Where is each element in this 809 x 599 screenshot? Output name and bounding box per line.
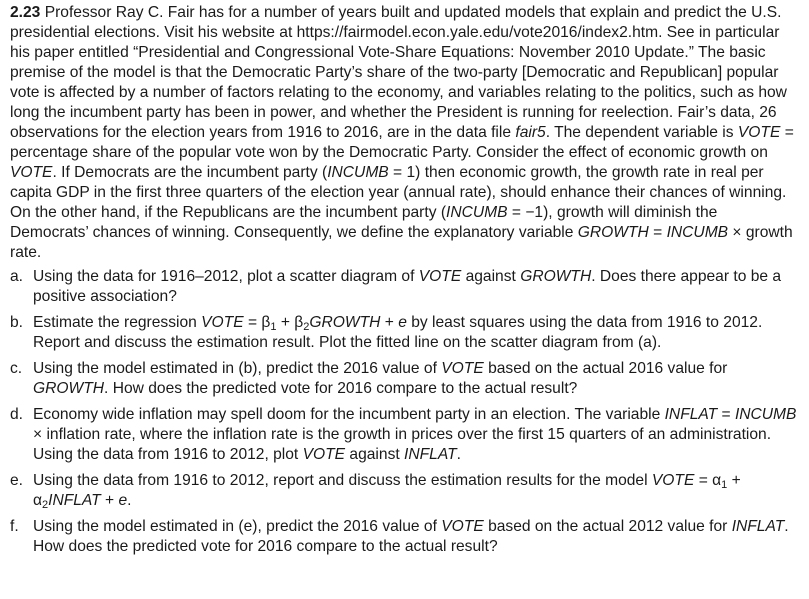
text-run: = 1) then economic growth, the growth rate in real per capita GDP in the first three quarters of the election year (annual rate), should enhance their chances of winning. On the other hand, if the Republicans are the incumbent party ( — [10, 164, 787, 221]
italic-variable: fair5 — [515, 124, 546, 141]
text-run: × inflation rate, where the inflation rate is the growth in prices over the first 15 quarters of an administration. Using the data from 1916 to 2012, plot — [33, 426, 772, 463]
italic-variable: GROWTH — [33, 380, 105, 397]
italic-variable: GROWTH — [309, 314, 381, 331]
text-run: against — [461, 268, 521, 285]
italic-variable: INFLAT — [48, 492, 101, 509]
text-run: . The dependent variable is — [545, 124, 738, 141]
text-run: . — [456, 446, 461, 463]
problem-parts-list — [10, 267, 799, 557]
italic-variable: INCUMB — [446, 204, 508, 221]
subscript: 2 — [303, 321, 310, 333]
text-run: = percentage share of the popular vote won by the Democratic Party. Consider the effect of economic growth on — [10, 124, 794, 161]
text-run: . How does the predicted vote for 2016 compare to the actual result? — [33, 518, 789, 555]
problem-part-b — [10, 313, 799, 353]
part-letter: d. — [10, 406, 24, 423]
part-text — [33, 406, 796, 463]
part-text — [33, 314, 762, 351]
text-run: Using the data for 1916–2012, plot a scatter diagram of — [33, 268, 419, 285]
text-run: based on the actual 2012 value for — [483, 518, 732, 535]
problem-part-e — [10, 471, 799, 511]
text-run: + β — [276, 314, 304, 331]
text-run: = α — [694, 472, 722, 489]
text-run: by least squares using the data from 1916 to 2012. Report and discuss the estimation result. Plot the fitted line on the scatter diagram from (a). — [33, 314, 763, 351]
part-text — [33, 472, 741, 509]
text-run: Professor Ray C. Fair has for a number of years built and updated models that explain and predict the U.S. presidential elections. Visit his website at https://fairmodel.econ.yale.edu/vote2016/index2.htm. See in particular his paper entitled “Presidential and Congressional Vote-Share Equations: November 2010 Update.” The basic premise of the model is that the Democratic Party’s share of the two-party [Democratic and Republican] popular vote is affected by a number of factors relating to the economy, and variables relating to the politics, such as how long the incumbent party has been in power, and whether the President is running for reelection. Fair’s data, 26 observations for the election years from 1916 to 2016, are in the data file — [10, 4, 787, 141]
problem-part-d — [10, 405, 799, 465]
text-run: = β — [243, 314, 271, 331]
italic-variable: VOTE — [418, 268, 462, 285]
italic-variable: INCUMB — [734, 406, 797, 423]
italic-variable: VOTE — [302, 446, 346, 463]
text-run: . How does the predicted vote for 2016 compare to the actual result? — [104, 380, 578, 397]
italic-variable: INCUMB — [666, 224, 729, 241]
italic-variable: VOTE — [201, 314, 244, 331]
text-run: = — [648, 224, 667, 241]
italic-variable: INFLAT — [664, 406, 718, 423]
part-letter: f. — [10, 518, 19, 535]
text-run: = — [717, 406, 735, 423]
italic-variable: e — [398, 314, 407, 331]
italic-variable: e — [118, 492, 128, 509]
text-run: . — [127, 492, 132, 509]
text-run: × growth rate. — [10, 224, 793, 261]
italic-variable: GROWTH — [520, 268, 592, 285]
problem-part-f — [10, 517, 799, 557]
problem-part-a — [10, 267, 799, 307]
italic-variable: VOTE — [651, 472, 695, 489]
text-run: Using the model estimated in (b), predict the 2016 value of — [33, 360, 442, 377]
text-run: Estimate the regression — [33, 314, 202, 331]
problem-intro-text — [10, 4, 794, 261]
part-text — [33, 360, 727, 397]
text-run: = −1), growth will diminish the Democrats’ chances of winning. Consequently, we define the explanatory variable — [10, 204, 718, 241]
italic-variable: VOTE — [441, 360, 484, 377]
text-run: + — [100, 492, 119, 509]
text-run: Using the model estimated in (e), predict the 2016 value of — [33, 518, 442, 535]
italic-variable: INFLAT — [404, 446, 457, 463]
text-run: Economy wide inflation may spell doom for the incumbent party in an election. The variable — [33, 406, 665, 423]
subscript: 1 — [721, 479, 728, 491]
part-text — [33, 268, 781, 305]
part-letter: c. — [10, 360, 23, 377]
text-run: . If Democrats are the incumbent party ( — [52, 164, 328, 181]
italic-variable: INCUMB — [327, 164, 389, 181]
text-run: based on the actual 2016 value for — [483, 360, 728, 377]
italic-variable: VOTE — [441, 518, 484, 535]
italic-variable: VOTE — [737, 124, 781, 141]
italic-variable: INFLAT — [731, 518, 785, 535]
text-run: + α — [33, 472, 741, 509]
italic-variable: VOTE — [10, 164, 53, 181]
subscript: 2 — [42, 499, 49, 511]
part-letter: a. — [10, 268, 24, 285]
text-run: Using the data from 1916 to 2012, report and discuss the estimation results for the model — [33, 472, 652, 489]
part-text — [33, 518, 789, 555]
problem-number: 2.23 — [10, 4, 41, 21]
problem-intro — [10, 3, 799, 263]
text-run: . Does there appear to be a positive association? — [33, 268, 782, 305]
text-run: + — [380, 314, 399, 331]
text-run: against — [345, 446, 405, 463]
problem-part-c — [10, 359, 799, 399]
italic-variable: GROWTH — [577, 224, 649, 241]
subscript: 1 — [270, 321, 277, 333]
part-letter: b. — [10, 314, 24, 331]
part-letter: e. — [10, 472, 24, 489]
